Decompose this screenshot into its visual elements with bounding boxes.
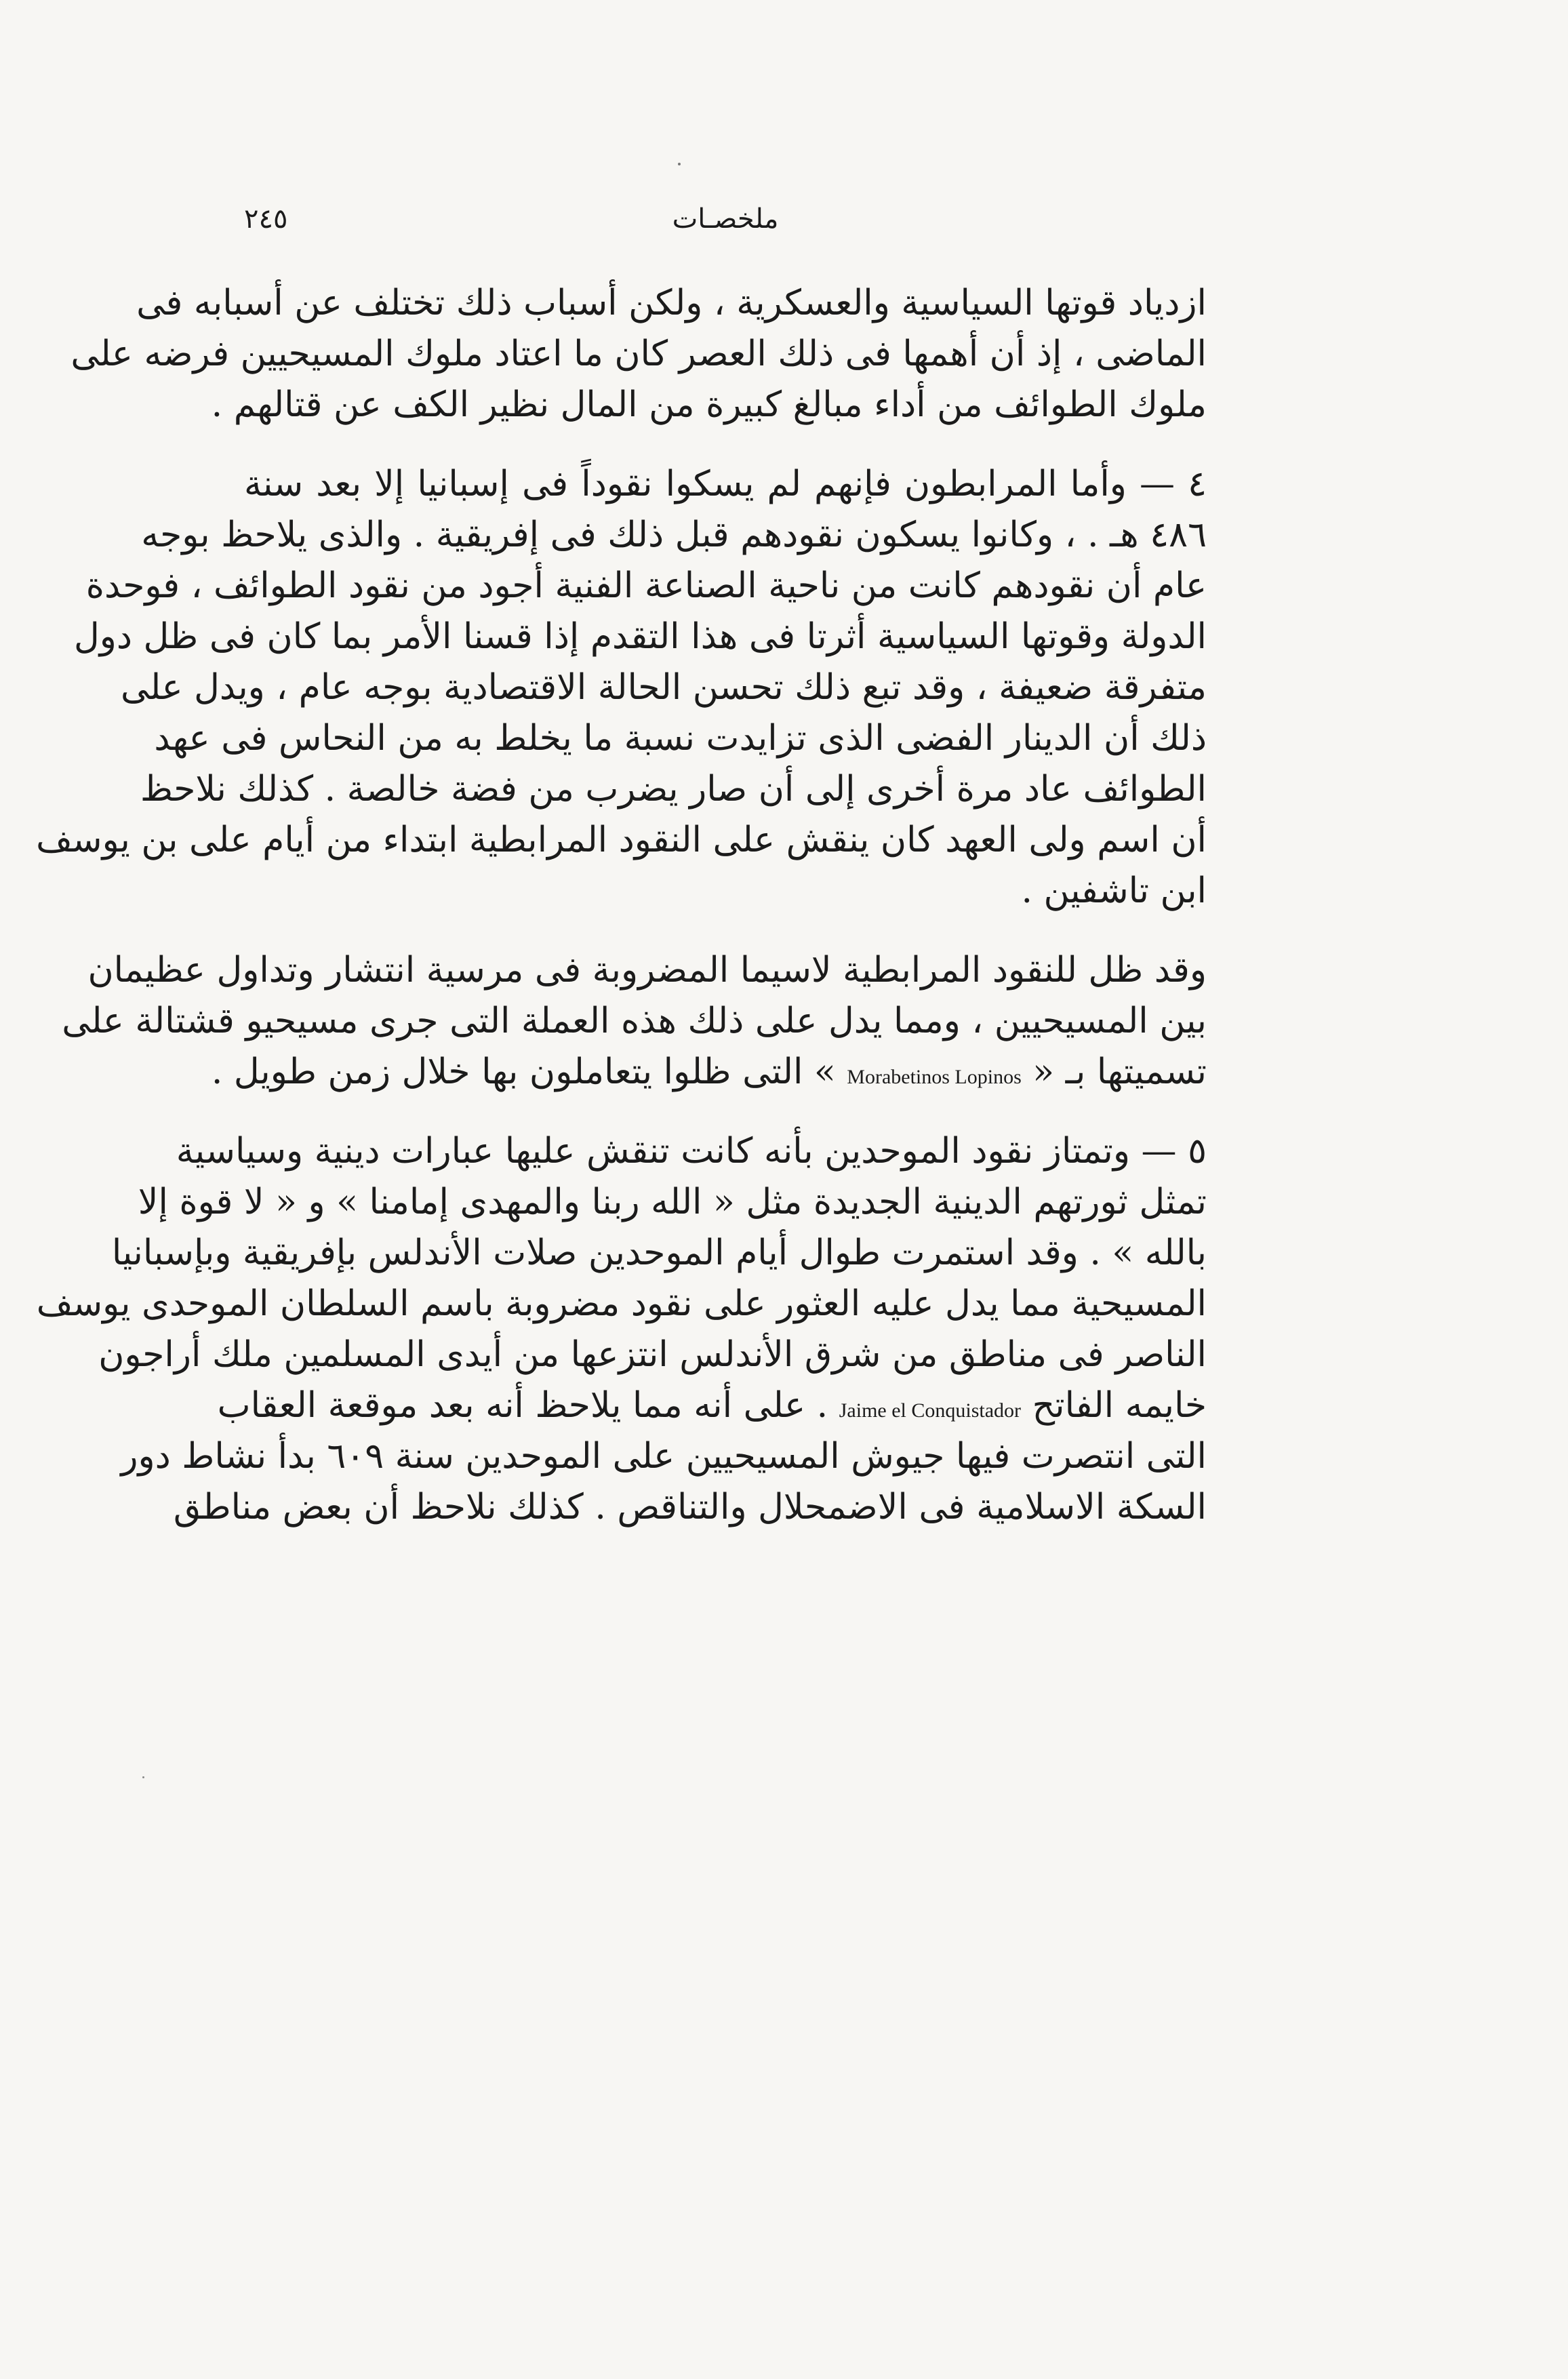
text-line: وقد ظل للنقود المرابطية لاسيما المضروبة فى مرسية انتشار وتداول عظيمان [87, 950, 1207, 991]
text-line: السكة الاسلامية فى الاضمحلال والتناقص . كذلك نلاحظ أن بعض مناطق [173, 1487, 1207, 1527]
paragraph [36, 1126, 1207, 1533]
text-line: ملوك الطوائف من أداء مبالغ كبيرة من المال نظير الكف عن قتالهم . [211, 384, 1207, 425]
text-line: ازدياد قوتها السياسية والعسكرية ، ولكن أسباب ذلك تختلف عن أسبابه فى [136, 283, 1207, 323]
text-line: ٤ — وأما المرابطون فإنهم لم يسكوا نقوداً فى إسبانيا إلا بعد سنة [244, 464, 1207, 504]
text-segment: . على أنه مما يلاحظ أنه بعد موقعة العقاب [217, 1385, 828, 1426]
text-line-mixed [217, 1380, 1207, 1431]
text-line: التى انتصرت فيها جيوش المسيحيين على الموحدين سنة ٦٠٩ بدأ نشاط دور [121, 1436, 1207, 1477]
scan-speck [678, 163, 681, 165]
text-line: ابن تاشفين . [1021, 871, 1207, 911]
page-number: ٢٤٥ [244, 203, 288, 235]
text-segment: خايمه الفاتح [1032, 1385, 1207, 1426]
text-segment: تسميتها بـ « [1032, 1052, 1207, 1092]
text-line: الناصر فى مناطق من شرق الأندلس انتزعها من أيدى المسلمين ملك أراجون [98, 1334, 1207, 1375]
latin-term: Morabetinos Lopinos [847, 1066, 1022, 1088]
body-text [36, 278, 1207, 1533]
running-title: ملخصـات [672, 203, 779, 235]
text-line: تمثل ثورتهم الدينية الجديدة مثل « الله ربنا والمهدى إمامنا » و « لا قوة إلا [138, 1182, 1207, 1222]
text-line: الطوائف عاد مرة أخرى إلى أن صار يضرب من فضة خالصة . كذلك نلاحظ [140, 769, 1207, 809]
text-line: بين المسيحيين ، ومما يدل على ذلك هذه العملة التى جرى مسيحيو قشتالة على [62, 1001, 1207, 1041]
scan-speck [142, 1776, 144, 1778]
text-line: ٤٨٦ هـ . ، وكانوا يسكون نقودهم قبل ذلك فى إفريقية . والذى يلاحظ بوجه [141, 515, 1207, 555]
text-line: الماضى ، إذ أن أهمها فى ذلك العصر كان ما اعتاد ملوك المسيحيين فرضه على [71, 334, 1207, 374]
text-line: ذلك أن الدينار الفضى الذى تزايدت نسبة ما يخلط به من النحاس فى عهد [154, 718, 1207, 759]
text-line: الدولة وقوتها السياسية أثرتا فى هذا التقدم إذا قسنا الأمر بما كان فى ظل دول [73, 616, 1207, 657]
text-segment: » التى ظلوا يتعاملون بها خلال زمن طويل . [211, 1052, 836, 1092]
latin-term: Jaime el Conquistador [839, 1399, 1022, 1422]
paragraph [36, 459, 1207, 917]
paragraph [71, 278, 1207, 431]
text-line: عام أن نقودهم كانت من ناحية الصناعة الفنية أجود من نقود الطوائف ، فوحدة [85, 565, 1207, 606]
text-line: بالله » . وقد استمرت طوال أيام الموحدين صلات الأندلس بإفريقية وبإسبانيا [111, 1233, 1207, 1273]
text-line-mixed [211, 1047, 1207, 1098]
text-line: المسيحية مما يدل عليه العثور على نقود مضروبة باسم السلطان الموحدى يوسف [36, 1283, 1207, 1324]
text-line: ٥ — وتمتاز نقود الموحدين بأنه كانت تنقش عليها عبارات دينية وسياسية [176, 1131, 1207, 1172]
paragraph [62, 945, 1207, 1098]
page-header [244, 203, 1207, 244]
text-line: متفرقة ضعيفة ، وقد تبع ذلك تحسن الحالة الاقتصادية بوجه عام ، ويدل على [121, 667, 1207, 708]
text-line: أن اسم ولى العهد كان ينقش على النقود المرابطية ابتداء من أيام على بن يوسف [36, 820, 1207, 860]
